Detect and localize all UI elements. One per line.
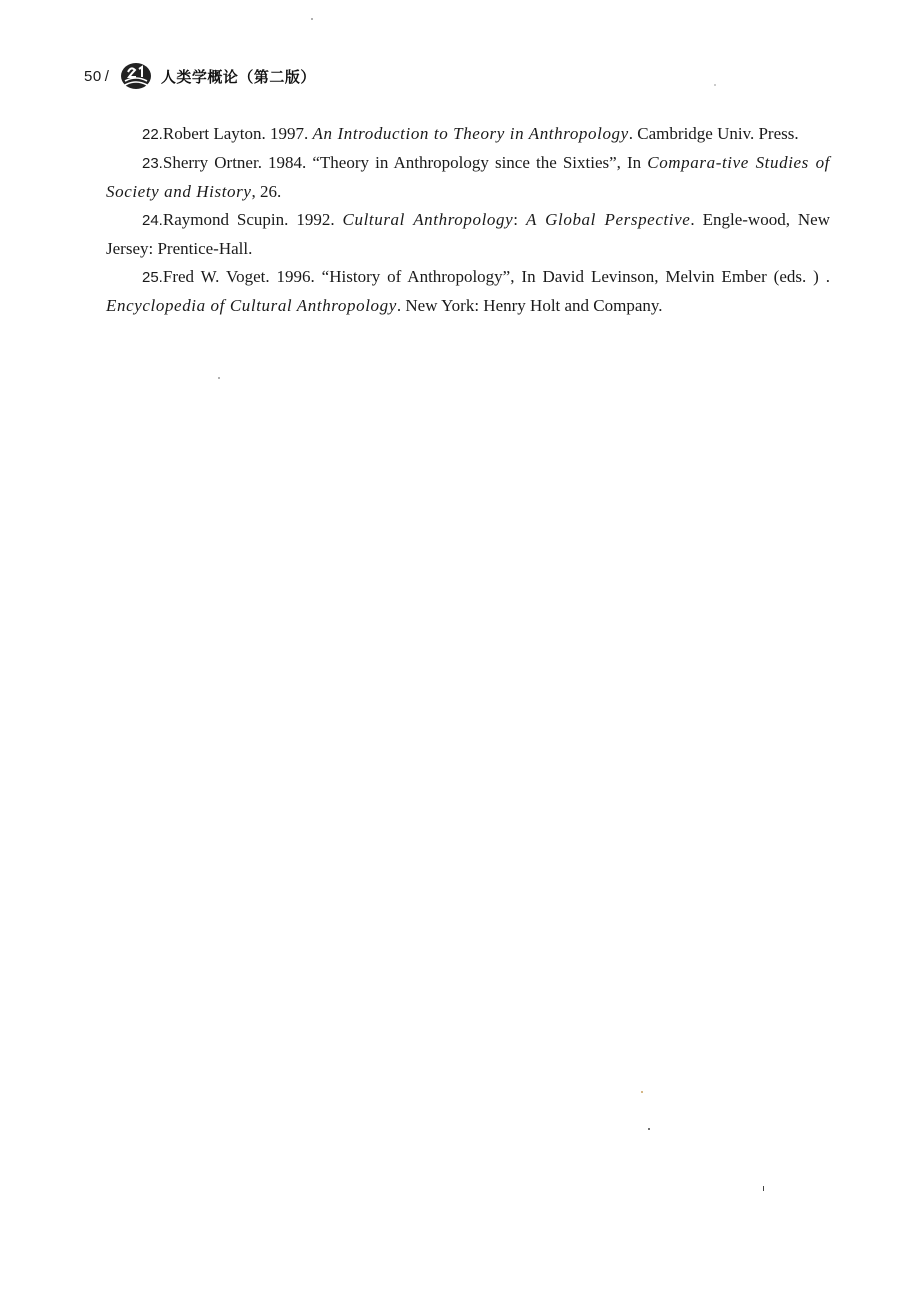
reference-subtitle: A Global Perspective xyxy=(525,210,691,229)
reference-item xyxy=(106,149,830,206)
scan-speck xyxy=(648,1128,650,1130)
page-number: 50 xyxy=(84,67,102,85)
reference-list xyxy=(106,120,830,320)
reference-title: Compara-tive Studies of Society and History xyxy=(106,153,831,201)
reference-item xyxy=(106,120,830,149)
reference-title: Cultural Anthropology xyxy=(342,210,514,229)
reference-author-year: Fred W. Voget. 1996. “History of Anthropology”, In David Levinson, Melvin Ember (eds. ) . xyxy=(162,267,830,286)
series-logo-icon xyxy=(119,61,153,91)
reference-publisher: . Engle-wood, New Jersey: Prentice-Hall. xyxy=(106,210,830,258)
reference-publisher: , 26. xyxy=(251,182,282,201)
reference-number: 22. xyxy=(142,126,163,143)
reference-number: 24. xyxy=(142,212,163,229)
scan-speck xyxy=(311,18,313,20)
reference-title: An Introduction to Theory in Anthropology xyxy=(312,124,629,143)
reference-item xyxy=(106,206,830,263)
running-header xyxy=(84,58,316,94)
scan-speck xyxy=(218,377,220,379)
reference-number: 25. xyxy=(142,269,163,286)
reference-title: Encyclopedia of Cultural Anthropology xyxy=(106,296,397,315)
reference-separator: : xyxy=(513,210,526,229)
reference-author-year: Robert Layton. 1997. xyxy=(162,124,313,143)
scan-speck xyxy=(641,1091,643,1093)
scan-speck xyxy=(763,1186,764,1191)
reference-author-year: Raymond Scupin. 1992. xyxy=(162,210,343,229)
book-title: 人类学概论（第二版） xyxy=(160,67,316,86)
reference-number: 23. xyxy=(142,155,163,172)
header-separator: / xyxy=(104,67,109,85)
scan-speck xyxy=(714,84,716,86)
reference-publisher: . New York: Henry Holt and Company. xyxy=(396,296,663,315)
reference-item xyxy=(106,263,830,320)
reference-author-year: Sherry Ortner. 1984. “Theory in Anthropology since the Sixties”, In xyxy=(162,153,648,172)
reference-publisher: . Cambridge Univ. Press. xyxy=(628,124,799,143)
